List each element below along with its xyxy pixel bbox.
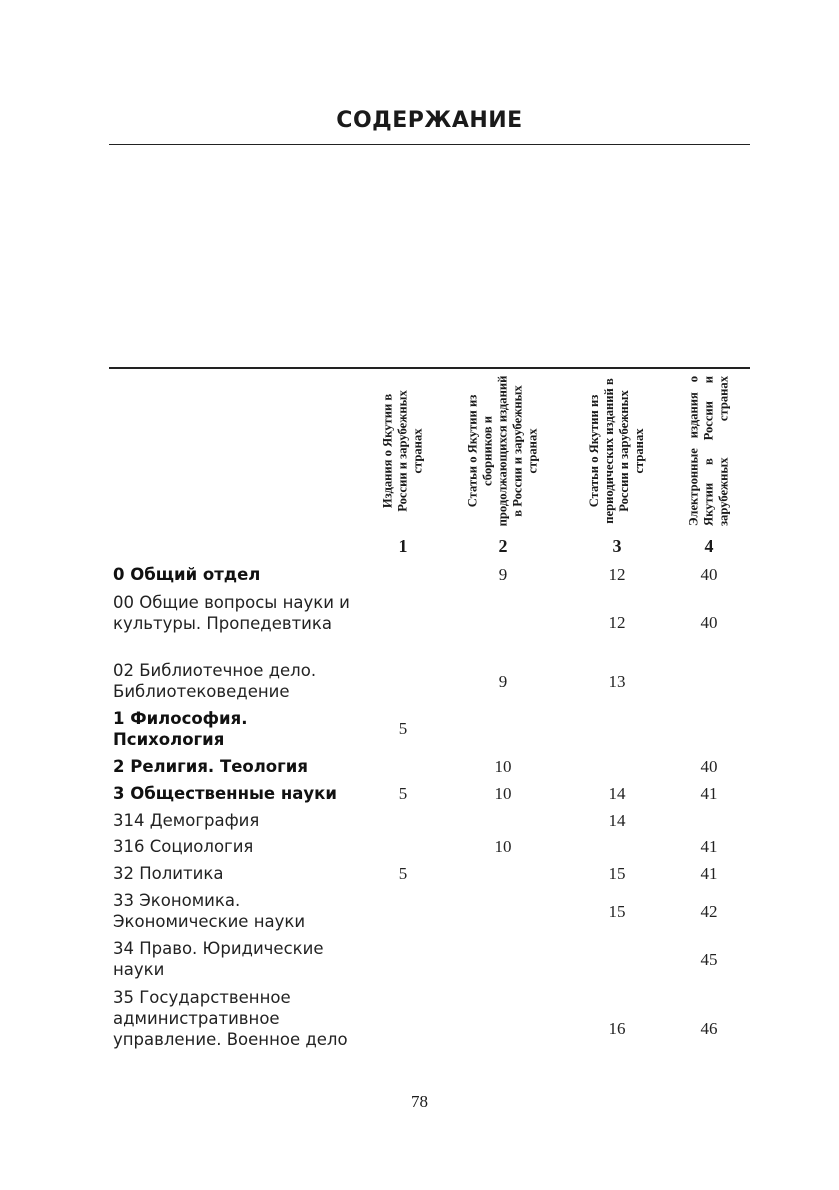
column-heading-4 [664, 375, 754, 527]
column-heading-4-text: Электронные издания о Якутии в России и зарубежных странах [686, 376, 731, 526]
row-0-col3: 12 [608, 565, 626, 584]
row-2-col2: 9 [498, 672, 508, 691]
row-label-1-philosophy: 1 Философия. Психология [113, 709, 248, 749]
row-10-col4: 45 [700, 950, 718, 969]
row-1-col3: 12 [608, 613, 626, 632]
column-heading-2 [458, 375, 548, 527]
row-5-col1: 5 [398, 784, 408, 803]
row-0-col2: 9 [498, 565, 508, 584]
row-11-col4: 46 [700, 1019, 718, 1038]
column-number-1: 1 [398, 536, 408, 556]
row-8-col1: 5 [398, 864, 408, 883]
column-heading-2-text: Статьи о Якутии из сборников и продолжающихся изданий в России и зарубежных странах [465, 375, 540, 527]
column-heading-3-text: Статьи о Якутии из периодических изданий в России и зарубежных странах [587, 378, 646, 524]
column-heading-3 [572, 375, 662, 527]
row-4-col4: 40 [700, 757, 718, 776]
page-number: 78 [411, 1092, 428, 1111]
row-0-col4: 40 [700, 565, 718, 584]
row-label-2-religion: 2 Религия. Теология [113, 757, 308, 776]
row-label-314-demography: 314 Демография [113, 811, 260, 830]
row-7-col4: 41 [700, 837, 718, 856]
row-label-35-state-administration: 35 Государственное административное управление. Военное дело [113, 988, 348, 1049]
column-number-3: 3 [612, 536, 622, 556]
row-label-02-library: 02 Библиотечное дело. Библиотековедение [113, 661, 317, 701]
title-underline [109, 144, 750, 145]
row-9-col4: 42 [700, 902, 718, 921]
row-label-3-social-sciences: 3 Общественные науки [113, 784, 337, 803]
row-label-0-general: 0 Общий отдел [113, 565, 261, 584]
row-5-col2: 10 [494, 784, 512, 803]
column-heading-1 [358, 375, 448, 527]
row-1-col4: 40 [700, 613, 718, 632]
table-top-rule [109, 367, 750, 369]
row-4-col2: 10 [494, 757, 512, 776]
row-5-col3: 14 [608, 784, 626, 803]
row-label-316-sociology: 316 Социология [113, 837, 254, 856]
column-number-4: 4 [704, 536, 714, 556]
row-7-col2: 10 [494, 837, 512, 856]
row-2-col3: 13 [608, 672, 626, 691]
row-9-col3: 15 [608, 902, 626, 921]
row-label-00-general-questions: 00 Общие вопросы науки и культуры. Пропедевтика [113, 593, 350, 633]
column-number-2: 2 [498, 536, 508, 556]
row-6-col3: 14 [608, 811, 626, 830]
page-title: СОДЕРЖАНИЕ [336, 108, 523, 133]
row-3-col1: 5 [398, 719, 408, 738]
column-heading-1-text: Издания о Якутии в России и зарубежных странах [380, 390, 425, 512]
row-label-33-economics: 33 Экономика. Экономические науки [113, 891, 306, 931]
row-8-col3: 15 [608, 864, 626, 883]
row-11-col3: 16 [608, 1019, 626, 1038]
row-5-col4: 41 [700, 784, 718, 803]
row-8-col4: 41 [700, 864, 718, 883]
row-label-34-law: 34 Право. Юридические науки [113, 939, 324, 979]
row-label-32-politics: 32 Политика [113, 864, 224, 883]
